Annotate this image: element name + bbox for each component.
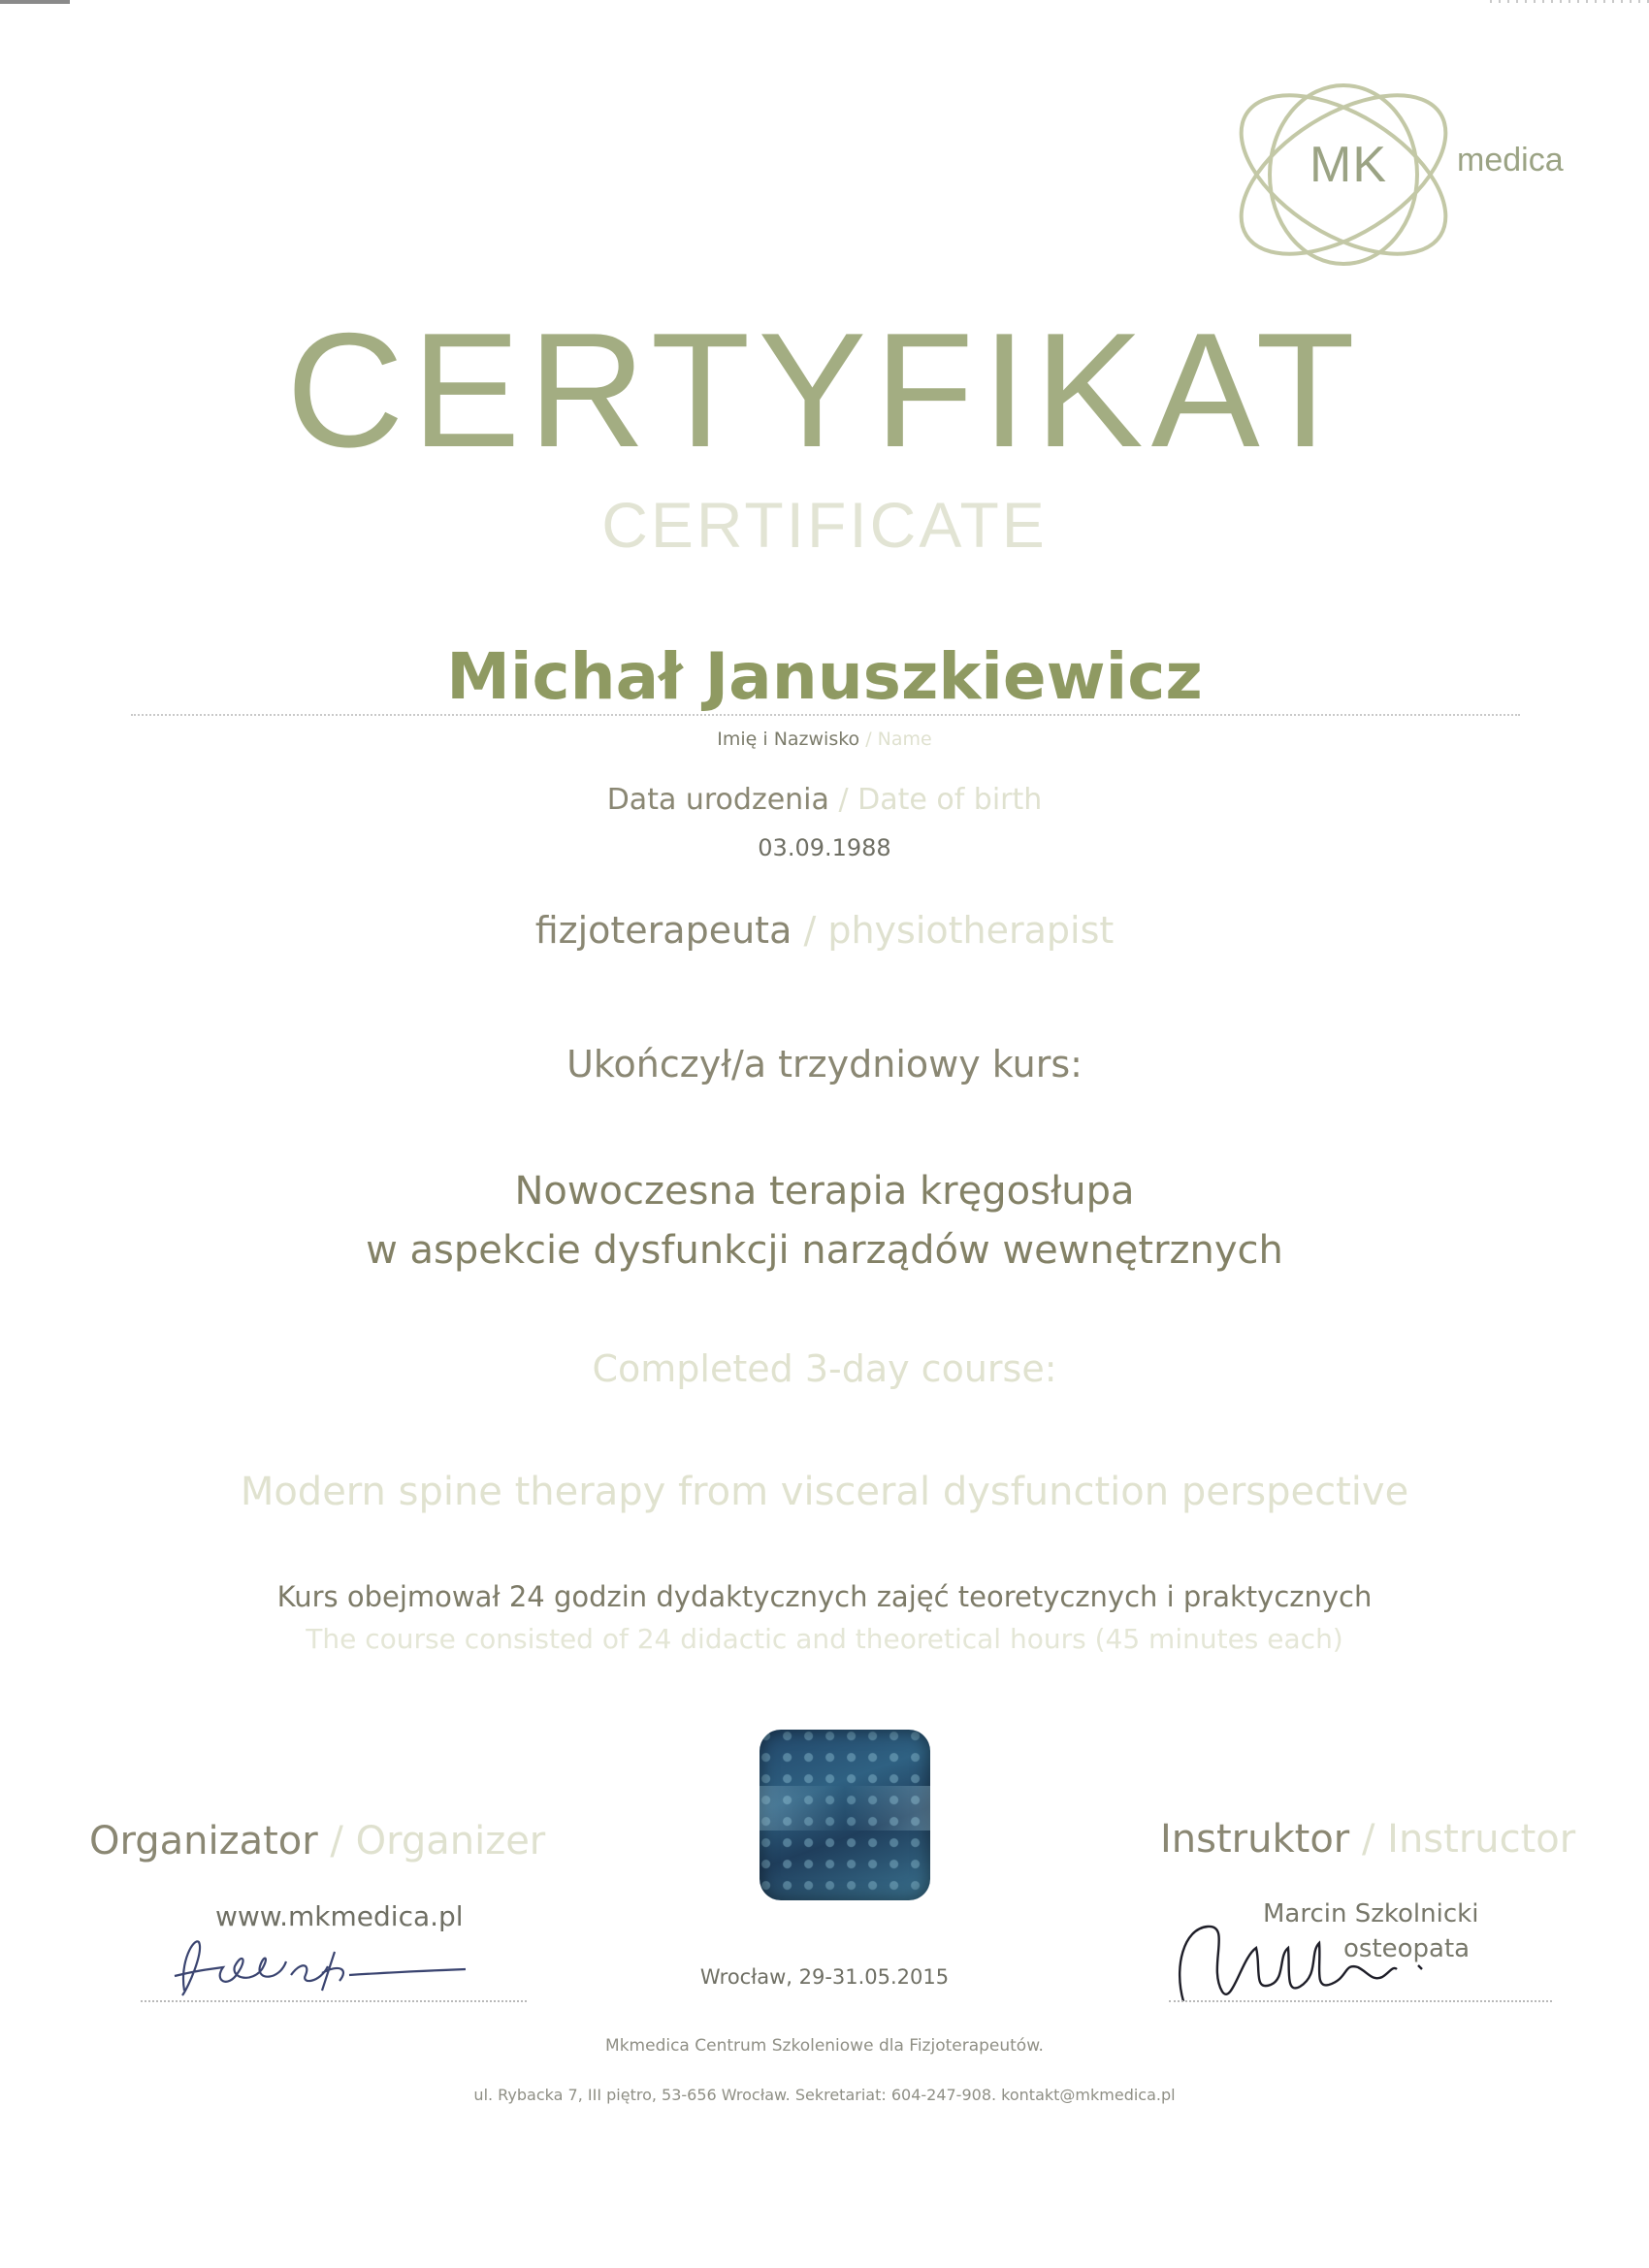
name-label-en: Name — [877, 729, 932, 750]
instructor-label-pl: Instruktor — [1160, 1817, 1350, 1862]
dob-label-en: Date of birth — [857, 783, 1043, 817]
scan-edge-mark — [0, 0, 70, 4]
name-label — [0, 730, 1649, 749]
logo-name-text: medica — [1457, 142, 1564, 178]
organizer-website: www.mkmedica.pl — [215, 1900, 464, 1932]
certificate-title: CERTYFIKAT — [286, 299, 1363, 481]
completed-course-pl: Ukończył/a trzydniowy kurs: — [566, 1043, 1083, 1085]
name-underline — [131, 714, 1520, 716]
profession-pl: fizjoterapeuta — [534, 909, 792, 952]
course-hours-pl: Kurs obejmował 24 godzin dydaktycznych zajęć teoretycznych i praktycznych — [276, 1580, 1373, 1613]
scan-edge-dots — [1490, 0, 1649, 3]
hologram-sticker — [760, 1730, 930, 1900]
course-title-pl-line-2: w aspekcie dysfunkcji narządów wewnętrznych — [366, 1227, 1283, 1273]
organizer-signature-line — [141, 2000, 527, 2002]
recipient-name: Michał Januszkiewicz — [446, 639, 1203, 714]
instructor-name: Marcin Szkolnicki — [1263, 1899, 1479, 1928]
name-label-pl: Imię i Nazwisko — [717, 729, 860, 750]
course-title-pl — [0, 1162, 1649, 1280]
name-label-separator: / — [859, 729, 878, 750]
dob-label — [0, 783, 1649, 817]
training-center-name: Mkmedica Centrum Szkoleniowe dla Fizjoterapeutów. — [605, 2036, 1044, 2056]
place-and-date: Wrocław, 29-31.05.2015 — [699, 1965, 950, 1989]
organizer-label-en: Organizer — [355, 1819, 546, 1863]
organizer-label-pl: Organizator — [89, 1819, 318, 1863]
course-title-en: Modern spine therapy from visceral dysfunction perspective — [240, 1470, 1409, 1514]
profession-en: physiotherapist — [827, 909, 1115, 952]
dob-label-pl: Data urodzenia — [606, 783, 829, 817]
organizer-label-separator: / — [317, 1819, 356, 1863]
contact-address: ul. Rybacka 7, III piętro, 53-656 Wrocław. Sekretariat: 604-247-908. kontakt@mkmedica.pl — [473, 2086, 1176, 2104]
instructor-label-en: Instructor — [1387, 1817, 1576, 1862]
instructor-signature-line — [1169, 2000, 1552, 2002]
dob-label-separator: / — [828, 783, 858, 817]
dob-value: 03.09.1988 — [758, 834, 891, 861]
organizer-label — [89, 1819, 546, 1863]
hologram-band — [760, 1786, 930, 1831]
course-hours-en: The course consisted of 24 didactic and theoretical hours (45 minutes each) — [306, 1623, 1343, 1655]
profession — [0, 909, 1649, 952]
instructor-role: osteopata — [1343, 1934, 1471, 1963]
completed-course-en: Completed 3-day course: — [592, 1347, 1057, 1390]
logo-mark-text: MK — [1310, 137, 1387, 193]
instructor-label-separator: / — [1349, 1817, 1388, 1862]
organizer-signature — [155, 1913, 475, 2010]
instructor-label — [1160, 1817, 1576, 1862]
certificate-subtitle: CERTIFICATE — [601, 489, 1048, 561]
profession-separator: / — [792, 909, 828, 952]
course-title-pl-line-1: Nowoczesna terapia kręgosłupa — [514, 1169, 1135, 1214]
